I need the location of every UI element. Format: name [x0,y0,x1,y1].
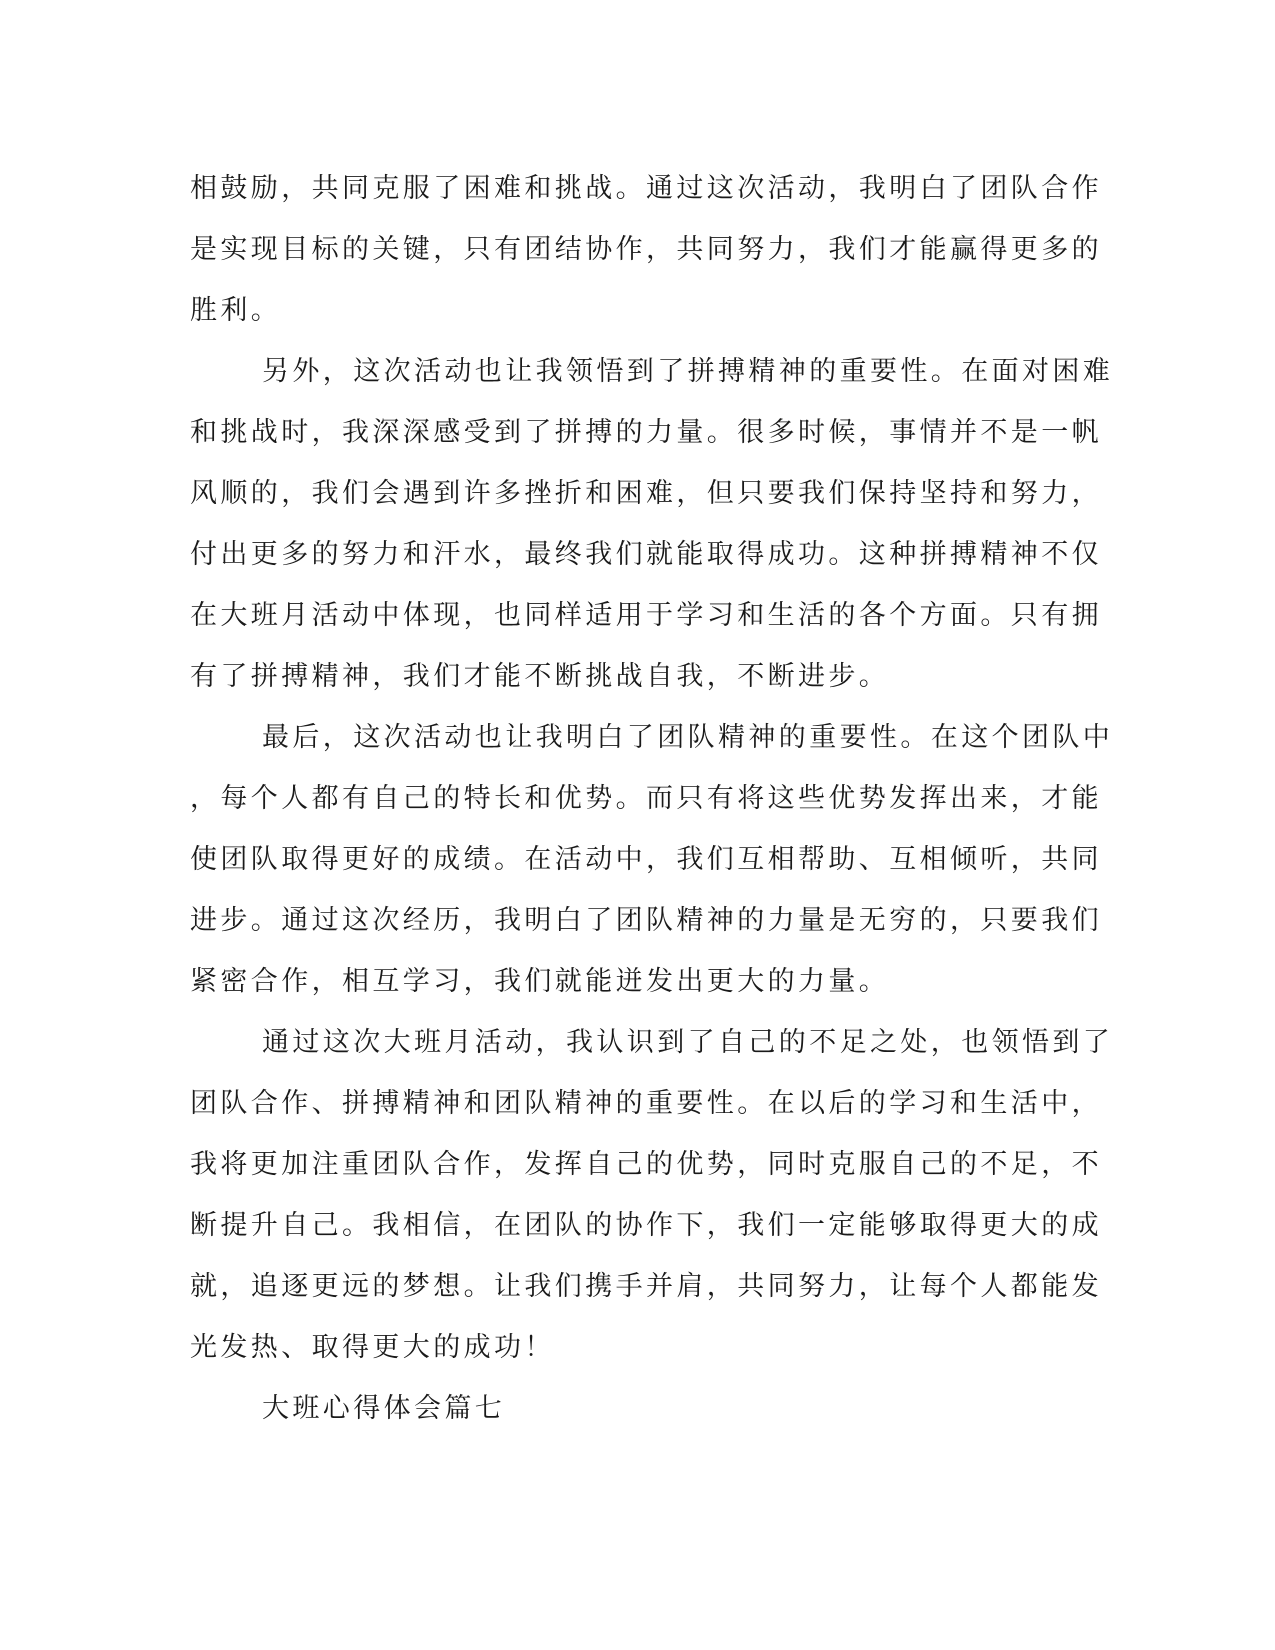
text-line: 使团队取得更好的成绩。在活动中，我们互相帮助、互相倾听，共同 [190,844,1102,875]
text-line: 有了拼搏精神，我们才能不断挑战自我，不断进步。 [190,661,890,692]
text-line: 团队合作、拼搏精神和团队精神的重要性。在以后的学习和生活中， [190,1088,1102,1119]
text-line: 光发热、取得更大的成功！ [190,1332,555,1363]
text-line: 付出更多的努力和汗水，最终我们就能取得成功。这种拼搏精神不仅 [190,539,1102,570]
text-line: 风顺的，我们会遇到许多挫折和困难，但只要我们保持坚持和努力， [190,478,1102,509]
text-line: 胜利。 [190,295,282,326]
paragraph-first-line: 通过这次大班月活动，我认识到了自己的不足之处，也领悟到了 [262,1027,1114,1058]
paragraph-first-line: 最后，这次活动也让我明白了团队精神的重要性。在这个团队中 [262,722,1114,753]
document-body [190,158,1114,1439]
text-line: 断提升自己。我相信，在团队的协作下，我们一定能够取得更大的成 [190,1210,1102,1241]
paragraph-first-line: 另外，这次活动也让我领悟到了拼搏精神的重要性。在面对困难 [262,356,1114,387]
text-line: 进步。通过这次经历，我明白了团队精神的力量是无穷的，只要我们 [190,905,1102,936]
text-line: 相鼓励，共同克服了困难和挑战。通过这次活动，我明白了团队合作 [190,173,1102,204]
text-line: 就，追逐更远的梦想。让我们携手并肩，共同努力，让每个人都能发 [190,1271,1102,1302]
text-line: 在大班月活动中体现，也同样适用于学习和生活的各个方面。只有拥 [190,600,1102,631]
text-line: 我将更加注重团队合作，发挥自己的优势，同时克服自己的不足，不 [190,1149,1102,1180]
text-line: 和挑战时，我深深感受到了拼搏的力量。很多时候，事情并不是一帆 [190,417,1102,448]
section-heading: 大班心得体会篇七 [262,1393,506,1424]
text-line: 是实现目标的关键，只有团结协作，共同努力，我们才能赢得更多的 [190,234,1102,265]
text-line: 紧密合作，相互学习，我们就能迸发出更大的力量。 [190,966,890,997]
text-line: ，每个人都有自己的特长和优势。而只有将这些优势发挥出来，才能 [190,783,1102,814]
